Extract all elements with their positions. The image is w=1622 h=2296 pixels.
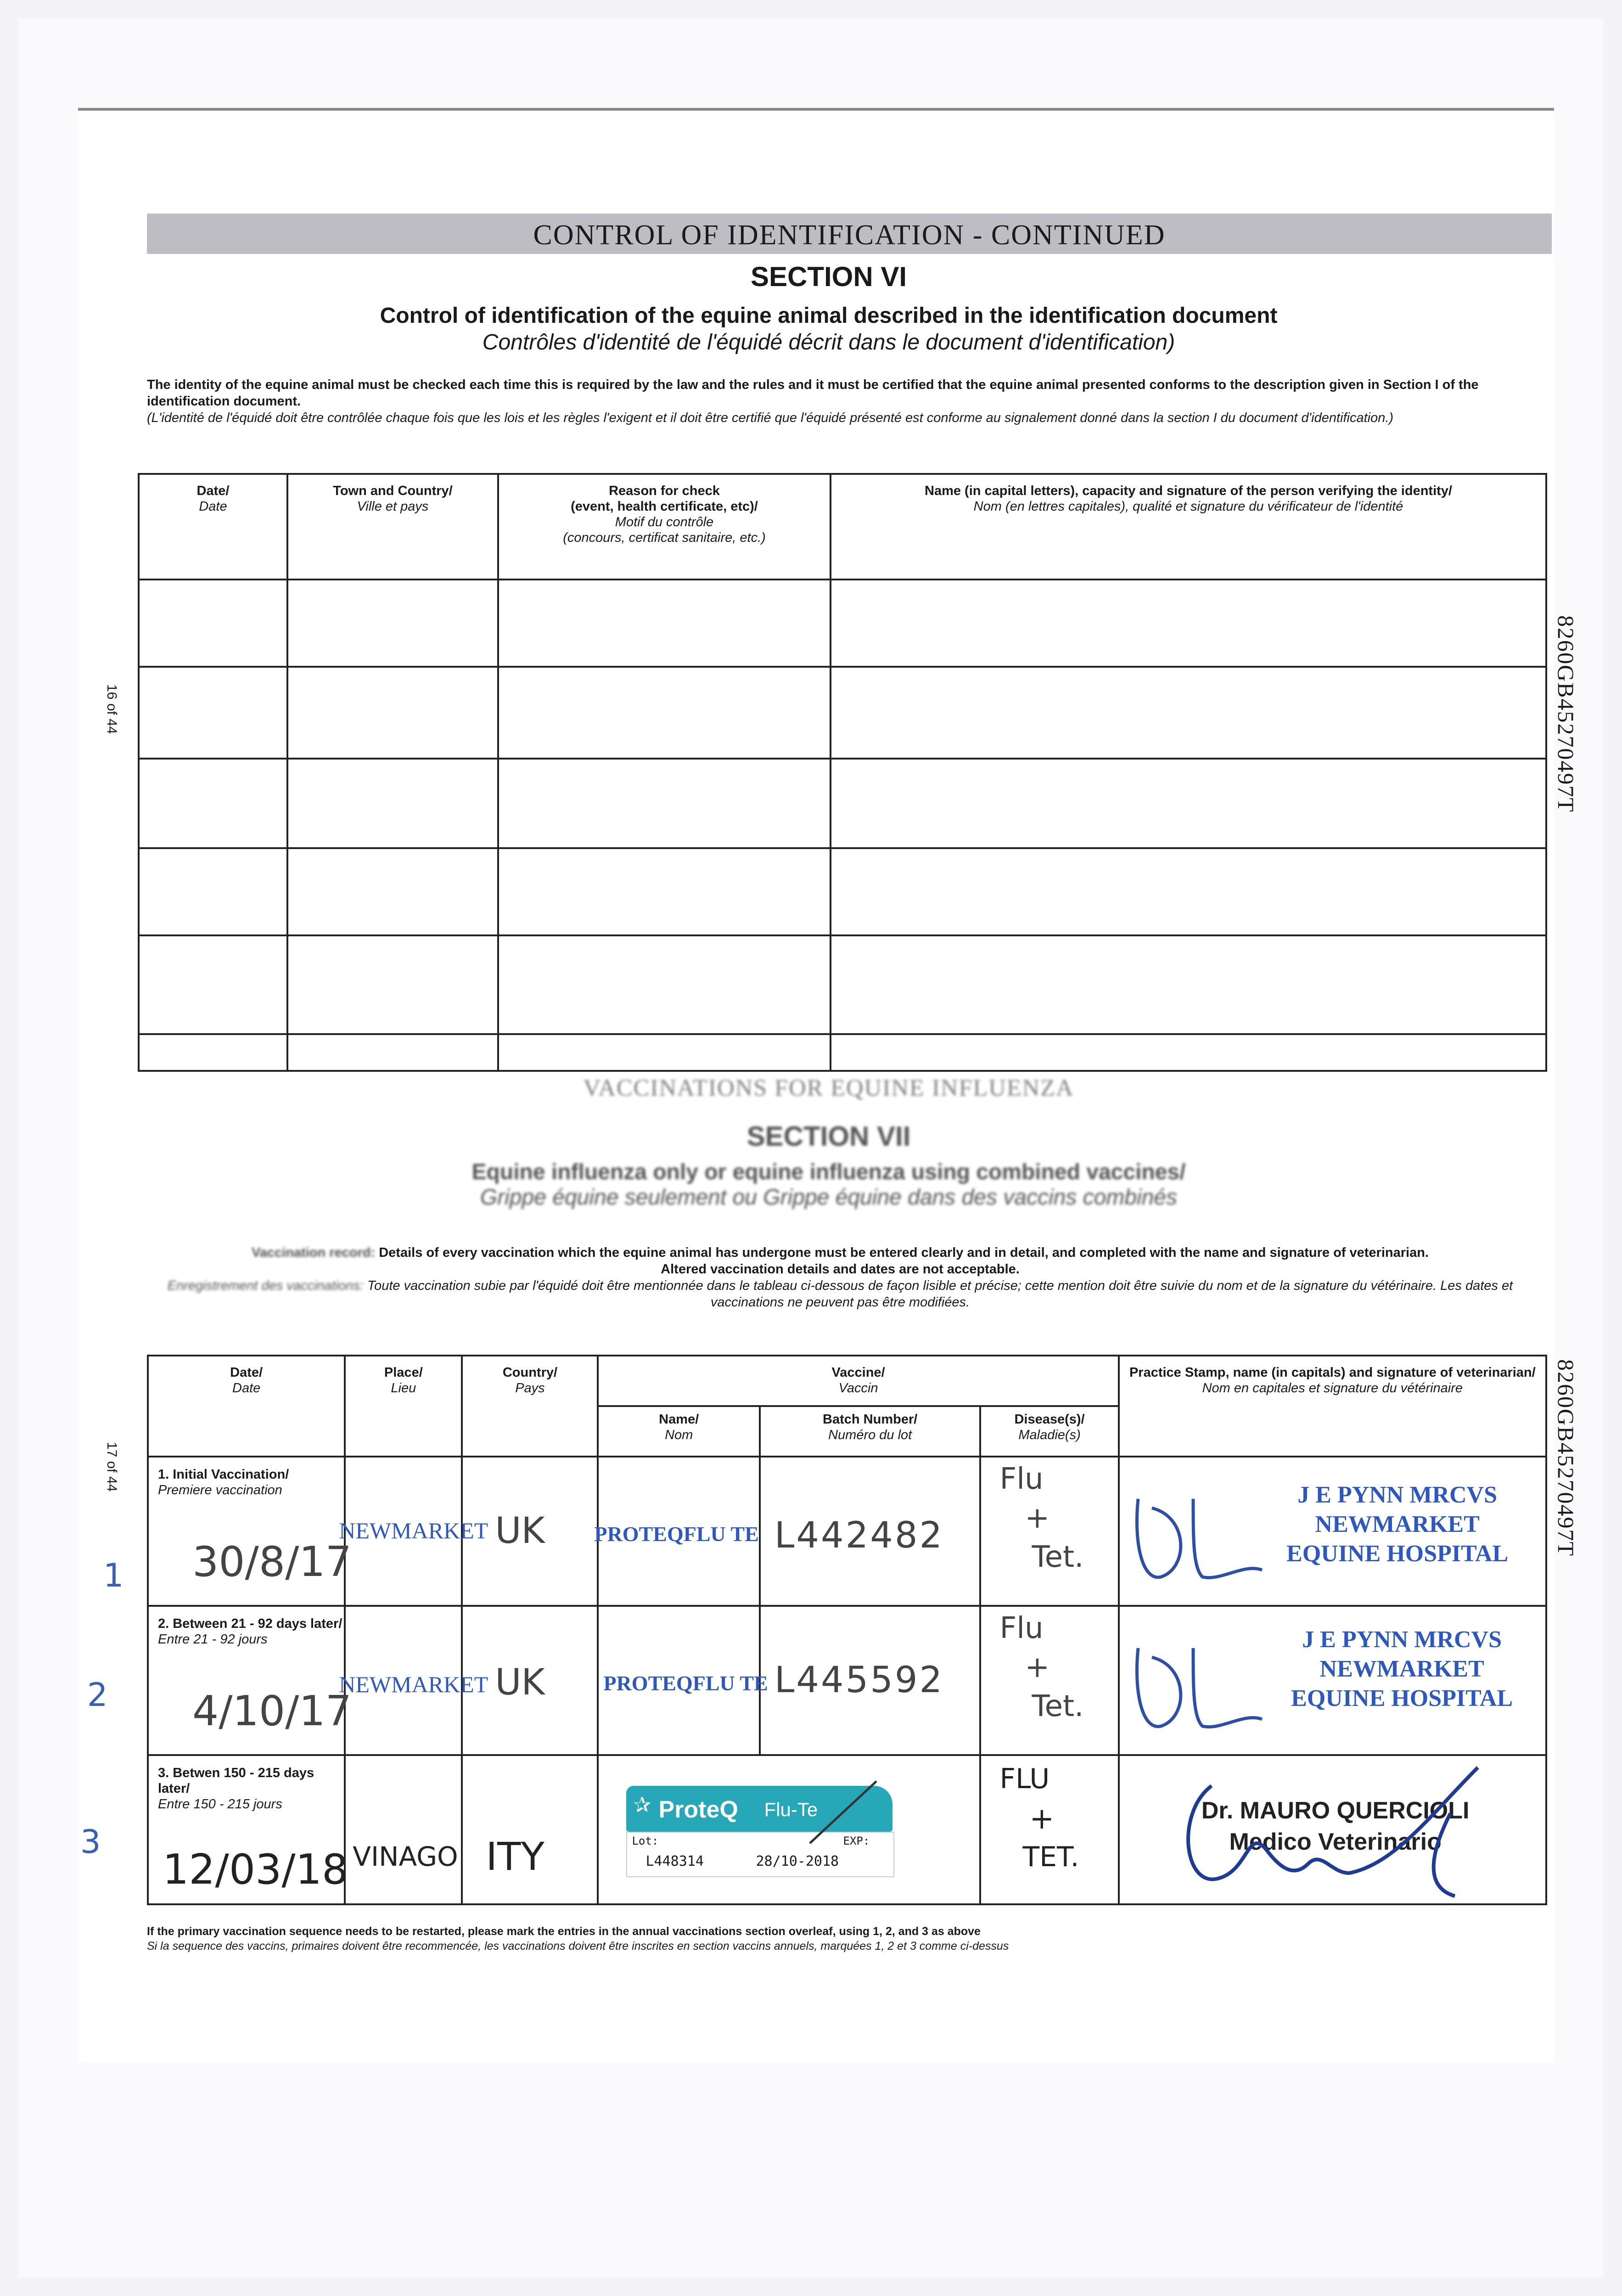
reason-cell[interactable]: [498, 848, 831, 935]
place-cell[interactable]: [339, 1457, 488, 1606]
country-cell[interactable]: [462, 1457, 598, 1606]
page-number: 16 of 44: [104, 684, 119, 734]
country-value: UK: [495, 1510, 545, 1552]
practice-stamp: J E PYNN MRCVS NEWMARKET EQUINE HOSPITAL: [1291, 1626, 1513, 1711]
batch-number: L442482: [774, 1515, 944, 1556]
banner: [147, 214, 1552, 254]
label-product: Flu-Te: [764, 1799, 818, 1820]
table-row: [148, 1606, 1546, 1755]
vaccination-date: 4/10/17: [192, 1687, 352, 1735]
reason-cell[interactable]: [498, 1034, 831, 1071]
town-cell[interactable]: [287, 759, 498, 848]
footnote: [147, 1924, 1533, 1953]
pen-mark: [801, 1774, 883, 1848]
batch-number: L445592: [774, 1660, 944, 1701]
date-cell[interactable]: 3. Betwen 150 - 215 days later/ Entre 150 - 215 jours 12/03/18: [148, 1755, 345, 1904]
vet-stamp: Dr. MAURO QUERCIOLI Medico Veterinario: [1201, 1797, 1470, 1855]
col-verifier: Name (in capital letters), capacity and signature of the person verifying the identity/ Nom (en lettres capitales), qualité et signature du vérificateur de l'identité: [831, 474, 1546, 580]
town-cell[interactable]: [287, 580, 498, 667]
foot-fr: Si la sequence des vaccins, primaires doivent être recommencée, les vaccinations doivent être inscrites en section vaccins annuels, marquées 1, 2 et 3 comme ci-dessus: [147, 1940, 1009, 1953]
country-cell[interactable]: [462, 1755, 598, 1904]
intro-text: [147, 1244, 1533, 1311]
vaccination-table: [147, 1355, 1547, 1905]
margin-number: 2: [87, 1676, 108, 1714]
vaccine-name-cell[interactable]: [598, 1606, 768, 1755]
page-17: [104, 1075, 1579, 2030]
place-value: VINAGO: [353, 1841, 458, 1872]
verifier-cell[interactable]: [831, 848, 1546, 935]
banner-title: CONTROL OF IDENTIFICATION - CONTINUED: [533, 219, 1166, 251]
drop-icon: ✰: [633, 1793, 651, 1817]
country-value: ITY: [486, 1834, 544, 1879]
stamp-cell[interactable]: [1119, 1606, 1546, 1755]
town-cell[interactable]: [287, 1034, 498, 1071]
col-country: Country/ Pays: [462, 1356, 598, 1457]
document-code: 8260GB45270497T: [1553, 615, 1579, 813]
label-brand: ProteQ: [658, 1796, 738, 1823]
stamp-cell[interactable]: [1119, 1755, 1546, 1904]
disease-cell[interactable]: [980, 1606, 1118, 1755]
page-number: 17 of 44: [104, 1442, 119, 1492]
exp-caption: EXP:: [843, 1835, 870, 1847]
identity-check-table: [138, 473, 1547, 1072]
col-name: Name/ Nom: [598, 1406, 759, 1457]
title-en: Equine influenza only or equine influenza using combined vaccines/: [471, 1160, 1186, 1184]
table-row: [139, 759, 1546, 848]
veterinarian-signature: [1156, 1758, 1524, 1901]
disease-text: FLU: [999, 1763, 1050, 1795]
document-code: 8260GB45270497T: [1553, 1359, 1579, 1557]
margin-number: 1: [103, 1557, 124, 1594]
disease-text: Flu: [999, 1462, 1044, 1496]
table-row: [139, 935, 1546, 1034]
intro-en: The identity of the equine animal must be checked each time this is required by the law and the rules and it must be certified that the equine animal presented conforms to the description given in Section I of the identification document.: [147, 377, 1479, 409]
col-vaccine: Vaccine/ Vaccin: [598, 1356, 1118, 1406]
reason-cell[interactable]: [498, 580, 831, 667]
date-cell[interactable]: [139, 935, 287, 1034]
verifier-cell[interactable]: [831, 580, 1546, 667]
section-title: SECTION VI: [750, 261, 907, 292]
vaccination-date: 30/8/17: [192, 1538, 352, 1586]
disease-cell[interactable]: [980, 1457, 1118, 1606]
lot-number: L448314: [645, 1853, 704, 1869]
title-en: Control of identification of the equine animal described in the identification document: [380, 304, 1278, 328]
banner-title: VACCINATIONS FOR EQUINE INFLUENZA: [583, 1075, 1074, 1101]
town-cell[interactable]: [287, 848, 498, 935]
town-cell[interactable]: [287, 667, 498, 759]
reason-cell[interactable]: [498, 667, 831, 759]
page-16: [104, 119, 1579, 1084]
veterinarian-signature: [1124, 1471, 1276, 1595]
vaccine-name-stamp: PROTEQFLU TE: [603, 1671, 768, 1695]
table-row: [139, 1034, 1546, 1071]
date-cell[interactable]: [139, 1034, 287, 1071]
foot-en: If the primary vaccination sequence needs to be restarted, please mark the entries in the annual vaccinations section overleaf, using 1, 2, and 3 as above: [147, 1925, 981, 1938]
date-cell[interactable]: [139, 848, 287, 935]
table-row: [139, 580, 1546, 667]
col-stamp: Practice Stamp, name (in capitals) and signature of veterinarian/ Nom en capitales et signature du vétérinaire: [1119, 1356, 1546, 1457]
veterinarian-signature: [1124, 1621, 1276, 1745]
vaccination-date: 12/03/18: [163, 1846, 348, 1894]
col-reason: Reason for check (event, health certificate, etc)/ Motif du contrôle (concours, certificat sanitaire, etc.): [498, 474, 831, 580]
disease-plus: +: [1025, 1501, 1050, 1535]
vaccine-name-stamp: PROTEQFLU TE: [594, 1522, 759, 1546]
reason-cell[interactable]: [498, 935, 831, 1034]
verifier-cell[interactable]: [831, 759, 1546, 848]
batch-cell[interactable]: [760, 1606, 981, 1755]
col-date: Date/ Date: [148, 1356, 345, 1457]
country-cell[interactable]: [462, 1606, 598, 1755]
col-disease: Disease(s)/ Maladie(s): [980, 1406, 1118, 1457]
intro-en-2: Altered vaccination details and dates are not acceptable.: [661, 1262, 1020, 1277]
disease-plus: +: [1025, 1650, 1050, 1684]
expiry-date: 28/10-2018: [756, 1853, 839, 1869]
place-stamp: NEWMARKET: [339, 1518, 488, 1543]
margin-number: 3: [80, 1823, 101, 1861]
table-row: [139, 848, 1546, 935]
col-batch: Batch Number/ Numéro du lot: [760, 1406, 981, 1457]
date-cell[interactable]: [139, 580, 287, 667]
place-cell[interactable]: [339, 1606, 488, 1755]
intro-en: Details of every vaccination which the equine animal has undergone must be entered clearly and in detail, and completed with the name and signature of veterinarian.: [379, 1245, 1429, 1260]
intro-fr: (L'identité de l'équidé doit être contrôlée chaque fois que les lois et les règles l'exigent et il doit être certifié que l'équidé présenté est conforme au signalement donné dans la section I du document d'identification.): [147, 411, 1394, 425]
country-value: UK: [495, 1662, 545, 1703]
disease-cell[interactable]: [980, 1755, 1118, 1904]
practice-stamp: J E PYNN MRCVS NEWMARKET EQUINE HOSPITAL: [1286, 1482, 1509, 1567]
town-cell[interactable]: [287, 935, 498, 1034]
lot-caption: Lot:: [632, 1835, 659, 1847]
intro-fr-label: Enregistrement des vaccinations:: [167, 1278, 364, 1293]
col-date: Date/ Date: [139, 474, 287, 580]
table-row: [148, 1457, 1546, 1606]
date-cell[interactable]: [139, 759, 287, 848]
section-title: SECTION VII: [746, 1121, 911, 1152]
place-cell[interactable]: [345, 1755, 462, 1904]
verifier-cell[interactable]: [831, 935, 1546, 1034]
place-stamp: NEWMARKET: [339, 1671, 488, 1697]
intro-text: [147, 377, 1533, 426]
disease-text: Flu: [999, 1611, 1044, 1645]
intro-fr: Toute vaccination subie par l'équidé doit être mentionnée dans le tableau ci-dessous de façon lisible et précise; cette mention doit être suivie du nom et de la signature du vétérinaire. Les dates et vaccinations ne peuvent pas être modifiées.: [367, 1278, 1513, 1310]
disease-text: TET.: [1022, 1841, 1079, 1873]
date-cell[interactable]: [139, 667, 287, 759]
verifier-cell[interactable]: [831, 667, 1546, 759]
reason-cell[interactable]: [498, 759, 831, 848]
table-row: [139, 667, 1546, 759]
date-cell[interactable]: 2. Between 21 - 92 days later/ Entre 21 - 92 jours 4/10/17: [148, 1606, 345, 1755]
disease-text: Tet.: [1032, 1540, 1084, 1574]
table-row: [148, 1755, 1546, 1904]
vaccine-label-cell[interactable]: [598, 1755, 980, 1904]
col-place: Place/ Lieu: [345, 1356, 462, 1457]
vaccine-name-cell[interactable]: [594, 1457, 759, 1606]
intro-label: Vaccination record:: [252, 1245, 376, 1260]
title-fr: Contrôles d'identité de l'équidé décrit dans le document d'identification): [482, 330, 1175, 355]
col-town: Town and Country/ Ville et pays: [287, 474, 498, 580]
disease-text: Tet.: [1032, 1689, 1084, 1723]
verifier-cell[interactable]: [831, 1034, 1546, 1071]
title-fr: Grippe équine seulement ou Grippe équine dans des vaccins combinés: [480, 1185, 1178, 1210]
date-cell[interactable]: 1. Initial Vaccination/ Premiere vaccination 30/8/17: [148, 1457, 345, 1606]
stamp-cell[interactable]: [1119, 1457, 1546, 1606]
disease-plus: +: [1029, 1802, 1055, 1836]
batch-cell[interactable]: [760, 1457, 981, 1606]
